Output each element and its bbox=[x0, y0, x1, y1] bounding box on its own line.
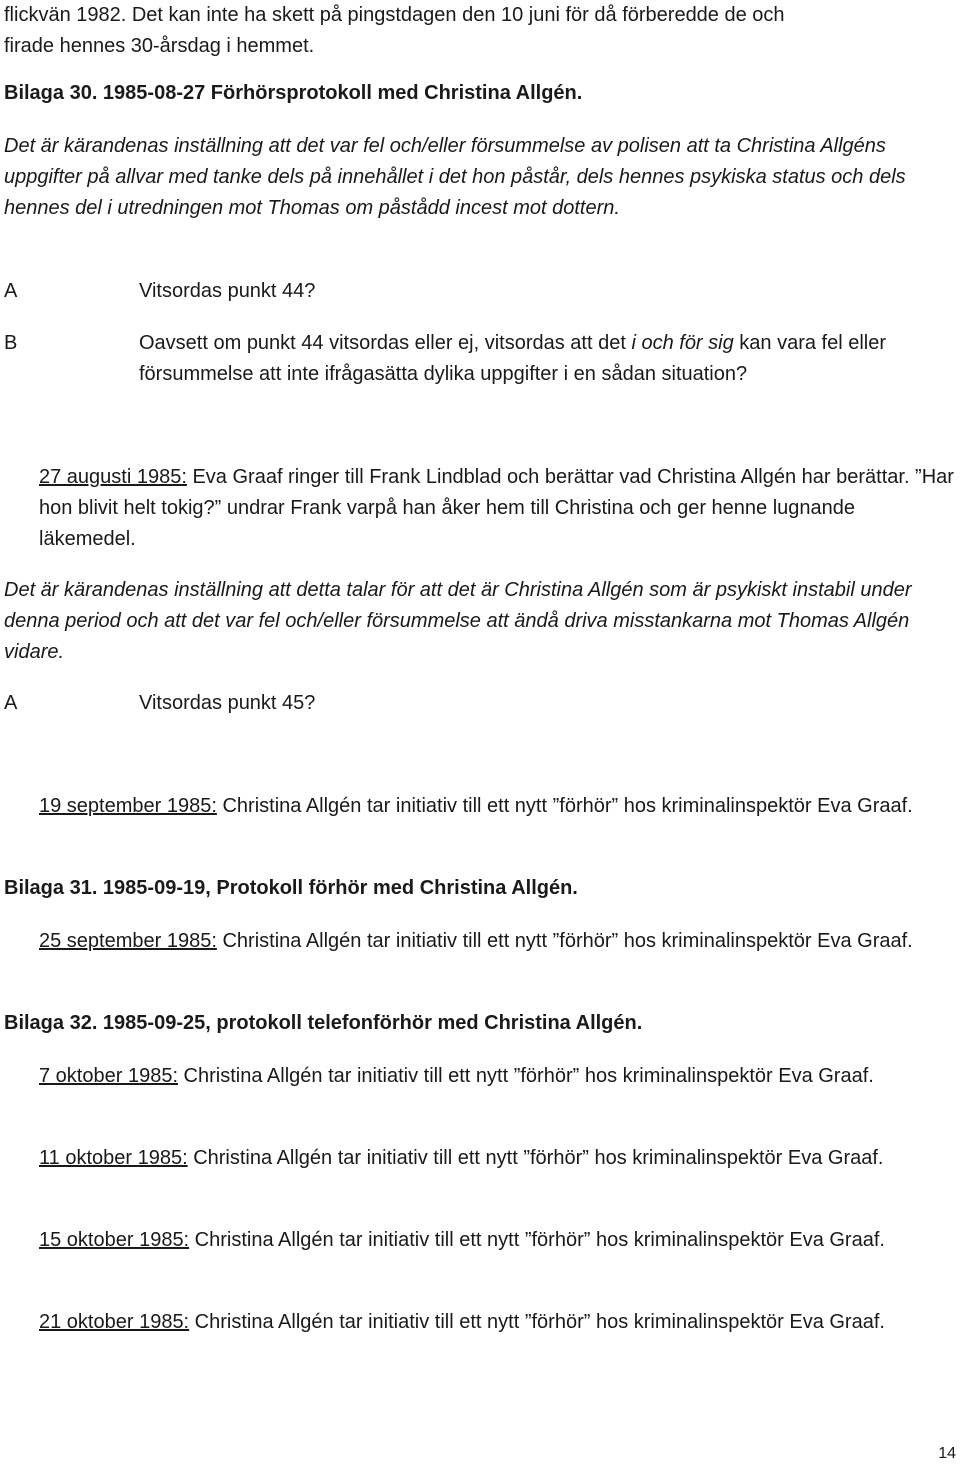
item-number bbox=[4, 462, 39, 493]
question-text-italic: i och för sig bbox=[631, 332, 734, 354]
item-date: 19 september 1985: bbox=[39, 795, 217, 817]
item-number bbox=[4, 926, 39, 957]
bilaga-30-heading: Bilaga 30. 1985-08-27 Förhörsprotokoll med Christina Allgén. bbox=[4, 82, 583, 104]
item-47 bbox=[4, 926, 956, 957]
item-text: Christina Allgén tar initiativ till ett nytt ”förhör” hos kriminalinspektör Eva Graaf. bbox=[189, 1229, 885, 1251]
bilaga-32-heading: Bilaga 32. 1985-09-25, protokoll telefonförhör med Christina Allgén. bbox=[4, 1012, 643, 1034]
question-letter: A bbox=[4, 692, 18, 714]
item-50 bbox=[4, 1225, 956, 1256]
item-45 bbox=[4, 462, 956, 555]
page-number: 14 bbox=[938, 1445, 956, 1462]
item-number bbox=[4, 1061, 39, 1092]
item-date: 27 augusti 1985: bbox=[39, 466, 187, 488]
item-49 bbox=[4, 1143, 956, 1174]
item-46 bbox=[4, 791, 956, 822]
item-number bbox=[4, 1143, 39, 1174]
question-text-start: Oavsett om punkt 44 vitsordas eller ej, vitsordas att det bbox=[139, 332, 632, 354]
item-number bbox=[4, 1225, 39, 1256]
question-text-end: kan vara fel eller försummelse att inte ifrågasätta dylika uppgifter i en sådan situation? bbox=[139, 332, 887, 385]
question-letter: A bbox=[4, 280, 18, 302]
item-text: Christina Allgén tar initiativ till ett nytt ”förhör” hos kriminalinspektör Eva Graaf. bbox=[189, 1311, 885, 1333]
item-51 bbox=[4, 1307, 956, 1338]
question-text: Vitsordas punkt 44? bbox=[139, 280, 316, 302]
item-date: 25 september 1985: bbox=[39, 930, 217, 952]
item-date: 15 oktober 1985: bbox=[39, 1229, 190, 1251]
item-date: 7 oktober 1985: bbox=[39, 1065, 178, 1087]
claim-paragraph-1: Det är kärandenas inställning att det var fel och/eller försummelse av polisen att ta Christina Allgéns uppgifter på allvar med tanke dels på innehållet i det hon påstår, dels hennes psykiska status och dels hennes del i utredningen mot Thomas om påstådd incest mot dottern. bbox=[4, 135, 906, 219]
intro-line-2: firade hennes 30-årsdag i hemmet. bbox=[4, 35, 315, 57]
item-text: Christina Allgén tar initiativ till ett nytt ”förhör” hos kriminalinspektör Eva Graaf. bbox=[216, 930, 913, 952]
intro-paragraph bbox=[4, 0, 956, 62]
item-text: Christina Allgén tar initiativ till ett nytt ”förhör” hos kriminalinspektör Eva Graaf. bbox=[216, 795, 913, 817]
intro-line-1: flickvän 1982. Det kan inte ha skett på pingstdagen den 10 juni för då förberedde de och bbox=[4, 4, 785, 26]
question-text: Vitsordas punkt 45? bbox=[139, 692, 316, 714]
item-text: Christina Allgén tar initiativ till ett nytt ”förhör” hos kriminalinspektör Eva Graaf. bbox=[178, 1065, 874, 1087]
question-text bbox=[139, 328, 956, 390]
item-text: Christina Allgén tar initiativ till ett nytt ”förhör” hos kriminalinspektör Eva Graaf. bbox=[187, 1147, 884, 1169]
item-48 bbox=[4, 1061, 956, 1092]
claim-paragraph-2: Det är kärandenas inställning att detta talar för att det är Christina Allgén som är psykiskt instabil under denna period och att det var fel och/eller försummelse att ändå driva misstankarna mot Thomas Allgén vidare. bbox=[4, 579, 912, 663]
bilaga-31-heading: Bilaga 31. 1985-09-19, Protokoll förhör med Christina Allgén. bbox=[4, 877, 578, 899]
item-date: 21 oktober 1985: bbox=[39, 1311, 190, 1333]
item-number bbox=[4, 1307, 39, 1338]
item-date: 11 oktober 1985: bbox=[39, 1147, 188, 1169]
item-text: Eva Graaf ringer till Frank Lindblad och berättar vad Christina Allgén har berättar. ”Har hon blivit helt tokig?” undrar Frank varpå han åker hem till Christina och ger henne lugnande läkemedel. bbox=[39, 466, 954, 550]
item-number bbox=[4, 791, 39, 822]
question-letter: B bbox=[4, 332, 18, 354]
